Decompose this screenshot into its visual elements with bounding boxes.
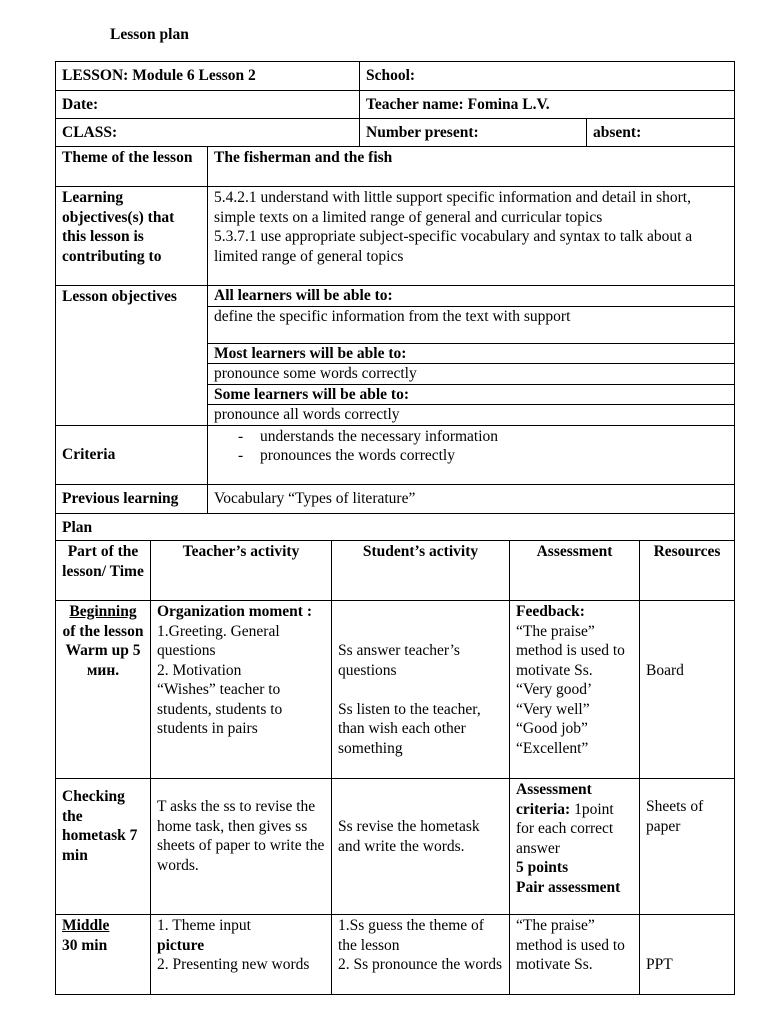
teacher-activity-text-1: 1. Theme input xyxy=(157,917,251,934)
part-cell: Checking the hometask 7 min xyxy=(56,779,151,915)
details-table xyxy=(55,146,735,542)
objectives-label: Learning objectives(s) that this lesson is contributing to xyxy=(56,187,208,286)
student-activity-cell: Ss revise the hometask and write the words. xyxy=(332,779,510,915)
col-header-part: Part of the lesson/ Time xyxy=(56,541,151,601)
absent-cell: absent: xyxy=(587,119,735,147)
previous-learning-label: Previous learning xyxy=(56,484,208,513)
teacher-activity-bold: picture xyxy=(157,936,205,954)
date-cell: Date: xyxy=(56,91,360,119)
plan-row-middle xyxy=(56,915,735,995)
all-learners-heading: All learners will be able to: xyxy=(208,286,734,306)
assessment-cell: “The praise” method is used to motivate Ss. xyxy=(510,915,640,995)
theme-value: The fisherman and the fish xyxy=(208,147,735,187)
some-learners-heading: Some learners will be able to: xyxy=(208,384,734,405)
criteria-label: Criteria xyxy=(56,425,208,484)
criteria-item-2: - pronounces the words correctly xyxy=(238,446,728,466)
theme-label: Theme of the lesson xyxy=(56,147,208,187)
lesson-cell: LESSON: Module 6 Lesson 2 xyxy=(56,62,360,91)
teacher-activity-cell: T asks the ss to revise the home task, then gives ss sheets of paper to write the words. xyxy=(151,779,332,915)
teacher-activity-cell xyxy=(151,915,332,995)
objective-2: 5.3.7.1 use appropriate subject-specific vocabulary and syntax to talk about a limited range of general topics xyxy=(214,228,693,265)
lesson-objectives-value xyxy=(208,286,735,426)
col-header-resources: Resources xyxy=(640,541,735,601)
assessment-heading: Feedback: xyxy=(516,603,585,620)
all-learners-text: define the specific information from the text with support xyxy=(208,306,734,343)
assessment-cell xyxy=(510,601,640,779)
assessment-text: 1point for each correct answer xyxy=(516,800,614,857)
assessment-cell xyxy=(510,779,640,915)
objectives-value xyxy=(208,187,735,286)
student-activity-cell: 1.Ss guess the theme of the lesson 2. Ss pronounce the words xyxy=(332,915,510,995)
number-present-cell: Number present: xyxy=(360,119,587,147)
col-header-teacher: Teacher’s activity xyxy=(151,541,332,601)
some-learners-text: pronounce all words correctly xyxy=(214,406,400,423)
plan-row-beginning xyxy=(56,601,735,779)
teacher-activity-text: 1.Greeting. General questions 2. Motivation “Wishes” teacher to students, students to students in pairs xyxy=(157,622,283,737)
part-title: Beginning xyxy=(69,603,137,620)
student-activity-cell: Ss answer teacher’s questions Ss listen to the teacher, than wish each other something xyxy=(332,601,510,779)
most-learners-text: pronounce some words correctly xyxy=(208,364,734,385)
col-header-assessment: Assessment xyxy=(510,541,640,601)
header-table xyxy=(55,61,735,147)
col-header-student: Student’s activity xyxy=(332,541,510,601)
most-learners-heading: Most learners will be able to: xyxy=(208,343,734,364)
part-title: Middle xyxy=(62,917,110,934)
resources-cell: PPT xyxy=(640,915,735,995)
school-cell: School: xyxy=(360,62,735,91)
previous-learning-value: Vocabulary “Types of literature” xyxy=(208,484,735,513)
resources-cell: Board xyxy=(640,601,735,779)
objective-1: 5.4.2.1 understand with little support specific information and detail in short, simple texts on a limited range of general and curricular topics xyxy=(214,189,691,226)
part-detail: 30 min xyxy=(62,936,108,954)
teacher-cell: Teacher name: Fomina L.V. xyxy=(360,91,735,119)
class-cell: CLASS: xyxy=(56,119,360,147)
part-cell xyxy=(56,601,151,779)
assessment-points: 5 points Pair assessment xyxy=(516,859,621,896)
assessment-heading: Assessment criteria: xyxy=(516,781,592,818)
lesson-objectives-label: Lesson objectives xyxy=(56,286,208,426)
plan-label: Plan xyxy=(56,513,735,542)
teacher-activity-cell xyxy=(151,601,332,779)
criteria-value xyxy=(208,425,735,484)
plan-row-checking xyxy=(56,779,735,915)
part-cell xyxy=(56,915,151,995)
resources-cell: Sheets of paper xyxy=(640,779,735,915)
plan-table xyxy=(55,540,735,995)
assessment-text: “The praise” method is used to motivate Ss. “Very good’ “Very well” “Good job” “Excellent” xyxy=(516,622,625,757)
document-title: Lesson plan xyxy=(110,26,189,43)
part-detail: of the lesson Warm up 5 мин. xyxy=(62,622,144,679)
criteria-item-1: - understands the necessary information xyxy=(238,427,728,447)
teacher-activity-text-2: 2. Presenting new words xyxy=(157,956,310,973)
teacher-activity-heading: Organization moment : xyxy=(157,603,312,620)
